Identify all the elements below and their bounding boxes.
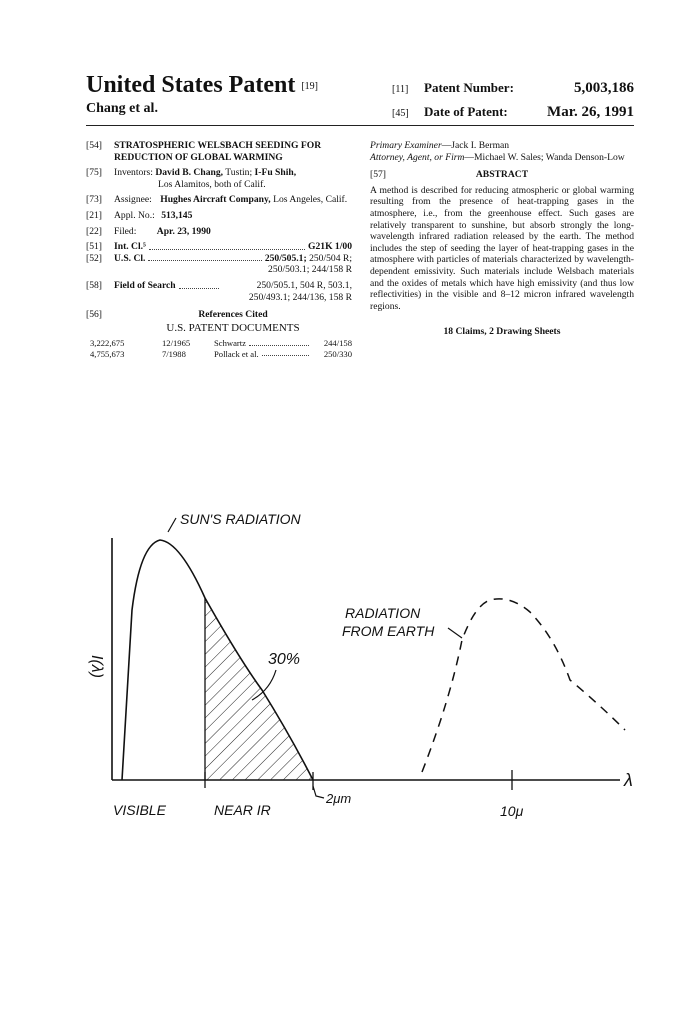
authors: Chang et al. [86,101,158,116]
references-cited: References Cited [198,309,268,321]
bibliographic-column [86,140,352,359]
patent-date-row [392,104,634,121]
field-56: [56] References Cited U.S. PATENT DOCUMENTS [86,309,352,334]
field-52: [52] U.S. Cl. 250/505.1; 250/504 R; 250/503.1; 244/158 R [86,252,352,276]
field-75: [75] Inventors: David B. Chang, Tustin; I-Fu Shih, Los Alamitos, both of Calif. [86,167,297,190]
patent-number: 5,003,186 [574,80,634,96]
field-22: [22] Filed: Apr. 23, 1990 [86,225,211,237]
visible-label: VISIBLE [113,802,166,818]
field-51: [51] Int. Cl.⁵ G21K 1/00 [86,241,352,253]
attorney: Attorney, Agent, or Firm—Michael W. Sales; Wanda Denson-Low [370,151,625,163]
patent-date: Mar. 26, 1991 [547,104,634,120]
us-patent-documents: U.S. PATENT DOCUMENTS [166,321,300,334]
patent-title: United States Patent [19] [86,72,318,98]
abstract-heading: ABSTRACT [475,169,529,181]
field-21: [21] Appl. No.: 513,145 [86,209,193,221]
two-um-leader [313,786,324,798]
field-58: [58] Field of Search 250/505.1, 504 R, 503.1, 250/493.1; 244/136, 158 R [86,279,352,303]
abstract-heading-row: [57] ABSTRACT [370,169,634,181]
reference-list [86,338,352,359]
patent-number-row [392,80,634,97]
percent-label: 30% [268,651,301,668]
earth-radiation-label-2: FROM EARTH [342,623,435,639]
invention-title: STRATOSPHERIC WELSBACH SEEDING FOR REDUCTION OF GLOBAL WARMING [114,140,322,163]
claims-line: 18 Claims, 2 Drawing Sheets [443,326,561,338]
x-axis-label: λ [624,770,633,790]
patent-number-code: [11] [392,84,409,95]
primary-examiner: Primary Examiner—Jack I. Berman [370,140,510,151]
field-54: [54] STRATOSPHERIC WELSBACH SEEDING FOR REDUCTION OF GLOBAL WARMING [86,140,352,163]
earth-radiation-curve [422,599,625,772]
earth-radiation-label-1: RADIATION [345,605,421,621]
patent-date-label: Date of Patent: [424,104,508,119]
header-rule [86,125,634,126]
near-ir-label: NEAR IR [214,802,271,818]
sun-radiation-label: SUN'S RADIATION [180,511,301,527]
y-axis-label: I(λ) [88,655,105,678]
earth-label-leader [448,628,462,638]
field-73: [73] Assignee: Hughes Aircraft Company, Los Angeles, Calif. [86,194,348,206]
reference-row: 3,222,675 12/1965 Schwartz 244/158 [90,338,352,349]
abstract-text: A method is described for reducing atmospheric or global warming resulting from the presence of heat-trapping gases in the atmosphere, i.e., from the greenhouse effect. Such gases are relatively transparent to sunshine, but absorb strongly the long-wavelength infrared radiation released by the earth. The method includes the step of seeding the layer of heat-trapping gases in the atmosphere with particles of materials characterized by wavelength-dependent emissivity. Such materials include Welsbach materials and the oxides of metals which have high emissivity (and thus low reflectivities) in the visible and 8–12 micron infrared wavelength regions. [370,184,634,312]
title-ref: [19] [301,80,318,92]
tick-2um-label: 2μm [326,791,352,806]
tick-10u-label: 10μ [500,803,524,819]
patent-number-label: Patent Number: [424,80,514,95]
patent-date-code: [45] [392,108,409,119]
abstract-column [370,140,634,338]
sun-label-leader [168,518,176,532]
reference-row: 4,755,673 7/1988 Pollack et al. 250/330 [90,348,352,359]
spectrum-figure [0,490,692,850]
